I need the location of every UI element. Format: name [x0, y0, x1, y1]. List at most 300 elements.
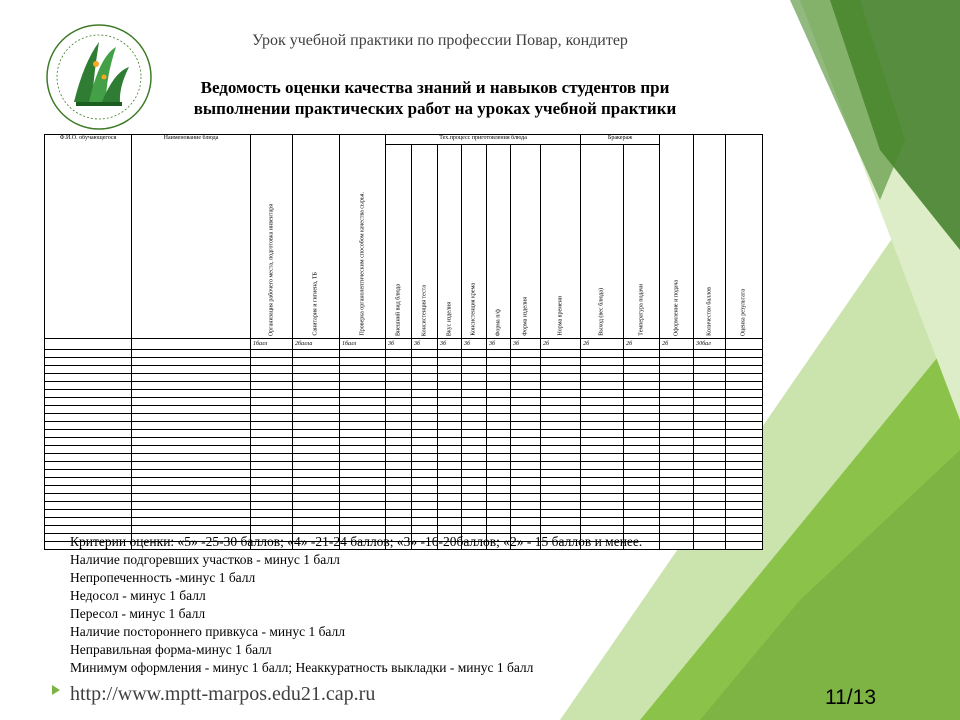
table-cell[interactable] — [251, 358, 293, 366]
table-cell[interactable] — [487, 510, 511, 518]
table-cell[interactable] — [412, 510, 438, 518]
table-cell[interactable] — [624, 358, 660, 366]
table-cell[interactable] — [293, 446, 340, 454]
table-cell[interactable] — [462, 414, 487, 422]
table-cell[interactable] — [581, 422, 624, 430]
table-cell[interactable] — [581, 446, 624, 454]
table-cell[interactable] — [132, 422, 251, 430]
table-cell[interactable] — [581, 494, 624, 502]
table-cell[interactable] — [694, 534, 726, 542]
table-cell[interactable] — [511, 462, 541, 470]
table-cell[interactable] — [132, 518, 251, 526]
table-cell[interactable] — [660, 518, 694, 526]
table-cell[interactable] — [581, 398, 624, 406]
table-cell[interactable] — [412, 494, 438, 502]
table-cell[interactable] — [251, 494, 293, 502]
table-cell[interactable] — [581, 502, 624, 510]
table-cell[interactable] — [293, 478, 340, 486]
table-cell[interactable] — [386, 462, 412, 470]
table-cell[interactable] — [624, 350, 660, 358]
table-cell[interactable] — [251, 430, 293, 438]
table-cell[interactable] — [487, 390, 511, 398]
table-cell[interactable] — [251, 470, 293, 478]
table-cell[interactable] — [438, 454, 462, 462]
table-cell[interactable] — [438, 470, 462, 478]
table-cell[interactable] — [624, 414, 660, 422]
table-cell[interactable] — [438, 438, 462, 446]
table-cell[interactable] — [624, 494, 660, 502]
table-cell[interactable] — [293, 486, 340, 494]
table-cell[interactable] — [293, 430, 340, 438]
table-cell[interactable] — [386, 446, 412, 454]
table-cell[interactable] — [412, 462, 438, 470]
table-cell[interactable] — [487, 398, 511, 406]
table-cell[interactable] — [412, 446, 438, 454]
table-cell[interactable] — [132, 414, 251, 422]
table-cell[interactable] — [694, 462, 726, 470]
table-cell[interactable] — [660, 430, 694, 438]
table-cell[interactable] — [581, 438, 624, 446]
table-cell[interactable] — [340, 462, 386, 470]
table-cell[interactable] — [386, 438, 412, 446]
table-cell[interactable] — [541, 454, 581, 462]
table-cell[interactable] — [132, 438, 251, 446]
table-cell[interactable] — [660, 438, 694, 446]
table-cell[interactable] — [624, 518, 660, 526]
table-cell[interactable] — [251, 446, 293, 454]
table-cell[interactable] — [462, 374, 487, 382]
table-cell[interactable] — [541, 438, 581, 446]
table-cell[interactable] — [541, 374, 581, 382]
table-cell[interactable] — [462, 390, 487, 398]
table-cell[interactable] — [541, 414, 581, 422]
table-cell[interactable] — [438, 510, 462, 518]
table-cell[interactable] — [541, 446, 581, 454]
table-cell[interactable] — [581, 350, 624, 358]
table-cell[interactable] — [541, 366, 581, 374]
table-cell[interactable] — [462, 486, 487, 494]
table-cell[interactable] — [511, 422, 541, 430]
table-cell[interactable] — [581, 510, 624, 518]
table-cell[interactable] — [511, 454, 541, 462]
table-cell[interactable] — [412, 438, 438, 446]
table-cell[interactable] — [581, 478, 624, 486]
table-cell[interactable] — [726, 526, 763, 534]
table-cell[interactable] — [412, 374, 438, 382]
table-cell[interactable] — [726, 406, 763, 414]
table-cell[interactable] — [293, 438, 340, 446]
table-cell[interactable] — [386, 350, 412, 358]
table-cell[interactable] — [412, 398, 438, 406]
table-cell[interactable] — [511, 494, 541, 502]
table-cell[interactable] — [340, 518, 386, 526]
table-cell[interactable] — [132, 430, 251, 438]
table-cell[interactable] — [340, 510, 386, 518]
table-cell[interactable] — [581, 382, 624, 390]
table-cell[interactable] — [487, 486, 511, 494]
table-cell[interactable] — [462, 366, 487, 374]
table-cell[interactable] — [660, 414, 694, 422]
table-cell[interactable] — [438, 414, 462, 422]
table-cell[interactable] — [340, 414, 386, 422]
table-cell[interactable] — [340, 374, 386, 382]
table-cell[interactable] — [511, 430, 541, 438]
table-cell[interactable] — [541, 382, 581, 390]
table-cell[interactable] — [386, 358, 412, 366]
table-cell[interactable] — [624, 446, 660, 454]
table-cell[interactable] — [694, 390, 726, 398]
table-cell[interactable] — [340, 366, 386, 374]
table-cell[interactable] — [293, 390, 340, 398]
table-cell[interactable] — [487, 382, 511, 390]
table-cell[interactable] — [660, 470, 694, 478]
table-cell[interactable] — [412, 358, 438, 366]
table-cell[interactable] — [45, 366, 132, 374]
table-cell[interactable] — [487, 478, 511, 486]
table-cell[interactable] — [462, 382, 487, 390]
table-cell[interactable] — [293, 510, 340, 518]
table-cell[interactable] — [726, 366, 763, 374]
table-cell[interactable] — [487, 470, 511, 478]
table-cell[interactable] — [541, 390, 581, 398]
table-cell[interactable] — [660, 446, 694, 454]
table-cell[interactable] — [132, 454, 251, 462]
table-cell[interactable] — [624, 430, 660, 438]
table-cell[interactable] — [412, 430, 438, 438]
table-cell[interactable] — [412, 382, 438, 390]
table-cell[interactable] — [726, 430, 763, 438]
table-cell[interactable] — [251, 510, 293, 518]
table-cell[interactable] — [438, 366, 462, 374]
table-cell[interactable] — [251, 438, 293, 446]
table-cell[interactable] — [660, 374, 694, 382]
table-cell[interactable] — [251, 518, 293, 526]
table-cell[interactable] — [694, 414, 726, 422]
table-cell[interactable] — [386, 470, 412, 478]
table-cell[interactable] — [45, 446, 132, 454]
table-cell[interactable] — [462, 494, 487, 502]
table-cell[interactable] — [293, 406, 340, 414]
table-cell[interactable] — [726, 486, 763, 494]
table-cell[interactable] — [581, 462, 624, 470]
table-cell[interactable] — [340, 454, 386, 462]
table-cell[interactable] — [462, 406, 487, 414]
table-cell[interactable] — [660, 542, 694, 550]
table-cell[interactable] — [45, 374, 132, 382]
table-cell[interactable] — [251, 414, 293, 422]
table-cell[interactable] — [340, 470, 386, 478]
site-url[interactable]: http://www.mptt-marpos.edu21.cap.ru — [70, 683, 376, 705]
table-cell[interactable] — [624, 382, 660, 390]
table-cell[interactable] — [386, 414, 412, 422]
table-cell[interactable] — [541, 510, 581, 518]
table-cell[interactable] — [581, 366, 624, 374]
table-cell[interactable] — [386, 390, 412, 398]
table-cell[interactable] — [293, 422, 340, 430]
table-cell[interactable] — [45, 406, 132, 414]
table-cell[interactable] — [462, 518, 487, 526]
table-cell[interactable] — [386, 366, 412, 374]
table-cell[interactable] — [293, 518, 340, 526]
table-cell[interactable] — [251, 350, 293, 358]
table-cell[interactable] — [340, 478, 386, 486]
table-cell[interactable] — [660, 390, 694, 398]
table-cell[interactable] — [412, 406, 438, 414]
table-cell[interactable] — [726, 374, 763, 382]
table-cell[interactable] — [251, 462, 293, 470]
table-cell[interactable] — [293, 374, 340, 382]
table-cell[interactable] — [438, 494, 462, 502]
table-cell[interactable] — [624, 470, 660, 478]
table-cell[interactable] — [581, 406, 624, 414]
table-cell[interactable] — [694, 494, 726, 502]
table-cell[interactable] — [660, 398, 694, 406]
table-cell[interactable] — [45, 510, 132, 518]
table-cell[interactable] — [511, 374, 541, 382]
table-cell[interactable] — [251, 390, 293, 398]
table-cell[interactable] — [386, 430, 412, 438]
table-cell[interactable] — [45, 486, 132, 494]
table-cell[interactable] — [132, 390, 251, 398]
table-cell[interactable] — [132, 358, 251, 366]
table-cell[interactable] — [386, 478, 412, 486]
table-cell[interactable] — [726, 438, 763, 446]
table-cell[interactable] — [438, 446, 462, 454]
table-cell[interactable] — [624, 422, 660, 430]
table-cell[interactable] — [694, 350, 726, 358]
table-cell[interactable] — [438, 430, 462, 438]
table-cell[interactable] — [132, 350, 251, 358]
table-cell[interactable] — [132, 502, 251, 510]
table-cell[interactable] — [386, 486, 412, 494]
table-cell[interactable] — [694, 406, 726, 414]
table-cell[interactable] — [132, 382, 251, 390]
table-cell[interactable] — [45, 502, 132, 510]
table-cell[interactable] — [438, 486, 462, 494]
table-cell[interactable] — [726, 462, 763, 470]
table-cell[interactable] — [462, 350, 487, 358]
table-cell[interactable] — [487, 422, 511, 430]
table-cell[interactable] — [438, 406, 462, 414]
table-cell[interactable] — [293, 398, 340, 406]
table-cell[interactable] — [726, 478, 763, 486]
table-cell[interactable] — [132, 366, 251, 374]
table-cell[interactable] — [412, 478, 438, 486]
table-cell[interactable] — [487, 406, 511, 414]
table-cell[interactable] — [340, 398, 386, 406]
table-cell[interactable] — [438, 382, 462, 390]
table-cell[interactable] — [726, 422, 763, 430]
table-cell[interactable] — [251, 374, 293, 382]
table-cell[interactable] — [726, 534, 763, 542]
table-cell[interactable] — [694, 366, 726, 374]
table-cell[interactable] — [487, 430, 511, 438]
table-cell[interactable] — [694, 454, 726, 462]
table-cell[interactable] — [624, 462, 660, 470]
table-cell[interactable] — [251, 478, 293, 486]
table-cell[interactable] — [340, 422, 386, 430]
table-cell[interactable] — [293, 494, 340, 502]
table-cell[interactable] — [726, 358, 763, 366]
table-cell[interactable] — [694, 518, 726, 526]
table-cell[interactable] — [462, 478, 487, 486]
table-cell[interactable] — [487, 358, 511, 366]
table-cell[interactable] — [487, 502, 511, 510]
table-cell[interactable] — [541, 502, 581, 510]
table-cell[interactable] — [132, 446, 251, 454]
table-cell[interactable] — [660, 502, 694, 510]
table-cell[interactable] — [694, 486, 726, 494]
table-cell[interactable] — [386, 406, 412, 414]
table-cell[interactable] — [624, 486, 660, 494]
table-cell[interactable] — [412, 518, 438, 526]
table-cell[interactable] — [487, 454, 511, 462]
table-cell[interactable] — [412, 366, 438, 374]
table-cell[interactable] — [132, 510, 251, 518]
table-cell[interactable] — [251, 454, 293, 462]
table-cell[interactable] — [438, 390, 462, 398]
table-cell[interactable] — [412, 422, 438, 430]
table-cell[interactable] — [45, 414, 132, 422]
table-cell[interactable] — [438, 462, 462, 470]
table-cell[interactable] — [251, 422, 293, 430]
table-cell[interactable] — [694, 438, 726, 446]
table-cell[interactable] — [132, 486, 251, 494]
table-cell[interactable] — [45, 398, 132, 406]
table-cell[interactable] — [624, 374, 660, 382]
table-cell[interactable] — [541, 462, 581, 470]
table-cell[interactable] — [462, 422, 487, 430]
table-cell[interactable] — [45, 438, 132, 446]
table-cell[interactable] — [660, 366, 694, 374]
table-cell[interactable] — [340, 446, 386, 454]
table-cell[interactable] — [541, 430, 581, 438]
table-cell[interactable] — [251, 382, 293, 390]
table-cell[interactable] — [726, 502, 763, 510]
table-cell[interactable] — [511, 470, 541, 478]
table-cell[interactable] — [293, 366, 340, 374]
table-cell[interactable] — [487, 438, 511, 446]
table-cell[interactable] — [624, 406, 660, 414]
table-cell[interactable] — [412, 350, 438, 358]
table-cell[interactable] — [462, 454, 487, 462]
table-cell[interactable] — [340, 390, 386, 398]
table-cell[interactable] — [581, 518, 624, 526]
table-cell[interactable] — [581, 390, 624, 398]
table-cell[interactable] — [511, 414, 541, 422]
table-cell[interactable] — [293, 502, 340, 510]
table-cell[interactable] — [438, 478, 462, 486]
table-cell[interactable] — [293, 350, 340, 358]
table-cell[interactable] — [251, 398, 293, 406]
table-cell[interactable] — [660, 494, 694, 502]
table-cell[interactable] — [132, 470, 251, 478]
table-cell[interactable] — [660, 382, 694, 390]
table-cell[interactable] — [462, 510, 487, 518]
table-cell[interactable] — [438, 374, 462, 382]
table-cell[interactable] — [45, 430, 132, 438]
table-cell[interactable] — [694, 382, 726, 390]
table-cell[interactable] — [386, 502, 412, 510]
table-cell[interactable] — [511, 366, 541, 374]
table-cell[interactable] — [340, 382, 386, 390]
table-cell[interactable] — [251, 486, 293, 494]
table-cell[interactable] — [511, 358, 541, 366]
table-cell[interactable] — [438, 518, 462, 526]
table-cell[interactable] — [462, 470, 487, 478]
table-cell[interactable] — [45, 358, 132, 366]
table-cell[interactable] — [386, 422, 412, 430]
table-cell[interactable] — [340, 502, 386, 510]
table-cell[interactable] — [462, 462, 487, 470]
table-cell[interactable] — [726, 390, 763, 398]
table-cell[interactable] — [660, 462, 694, 470]
table-cell[interactable] — [694, 478, 726, 486]
table-cell[interactable] — [581, 486, 624, 494]
table-cell[interactable] — [511, 518, 541, 526]
table-cell[interactable] — [412, 502, 438, 510]
table-cell[interactable] — [694, 430, 726, 438]
table-cell[interactable] — [726, 510, 763, 518]
table-cell[interactable] — [251, 366, 293, 374]
table-cell[interactable] — [726, 542, 763, 550]
table-cell[interactable] — [511, 502, 541, 510]
table-cell[interactable] — [511, 382, 541, 390]
table-cell[interactable] — [694, 398, 726, 406]
table-cell[interactable] — [541, 398, 581, 406]
table-cell[interactable] — [45, 390, 132, 398]
table-cell[interactable] — [726, 382, 763, 390]
table-cell[interactable] — [511, 398, 541, 406]
table-cell[interactable] — [293, 382, 340, 390]
table-cell[interactable] — [726, 398, 763, 406]
table-cell[interactable] — [660, 454, 694, 462]
table-cell[interactable] — [726, 454, 763, 462]
table-cell[interactable] — [694, 510, 726, 518]
table-cell[interactable] — [340, 430, 386, 438]
table-cell[interactable] — [660, 534, 694, 542]
table-cell[interactable] — [45, 462, 132, 470]
table-cell[interactable] — [132, 494, 251, 502]
table-cell[interactable] — [438, 422, 462, 430]
table-cell[interactable] — [541, 350, 581, 358]
table-cell[interactable] — [340, 358, 386, 366]
table-cell[interactable] — [462, 430, 487, 438]
table-cell[interactable] — [694, 470, 726, 478]
table-cell[interactable] — [45, 478, 132, 486]
table-cell[interactable] — [386, 510, 412, 518]
table-cell[interactable] — [45, 350, 132, 358]
table-cell[interactable] — [487, 366, 511, 374]
table-cell[interactable] — [511, 478, 541, 486]
table-cell[interactable] — [581, 430, 624, 438]
table-cell[interactable] — [251, 502, 293, 510]
table-cell[interactable] — [624, 398, 660, 406]
table-cell[interactable] — [340, 486, 386, 494]
table-cell[interactable] — [660, 406, 694, 414]
table-cell[interactable] — [340, 494, 386, 502]
table-cell[interactable] — [462, 438, 487, 446]
table-cell[interactable] — [386, 494, 412, 502]
table-cell[interactable] — [487, 374, 511, 382]
table-cell[interactable] — [694, 446, 726, 454]
table-cell[interactable] — [624, 478, 660, 486]
table-cell[interactable] — [660, 486, 694, 494]
table-cell[interactable] — [624, 510, 660, 518]
table-cell[interactable] — [132, 398, 251, 406]
table-cell[interactable] — [293, 454, 340, 462]
table-cell[interactable] — [511, 510, 541, 518]
